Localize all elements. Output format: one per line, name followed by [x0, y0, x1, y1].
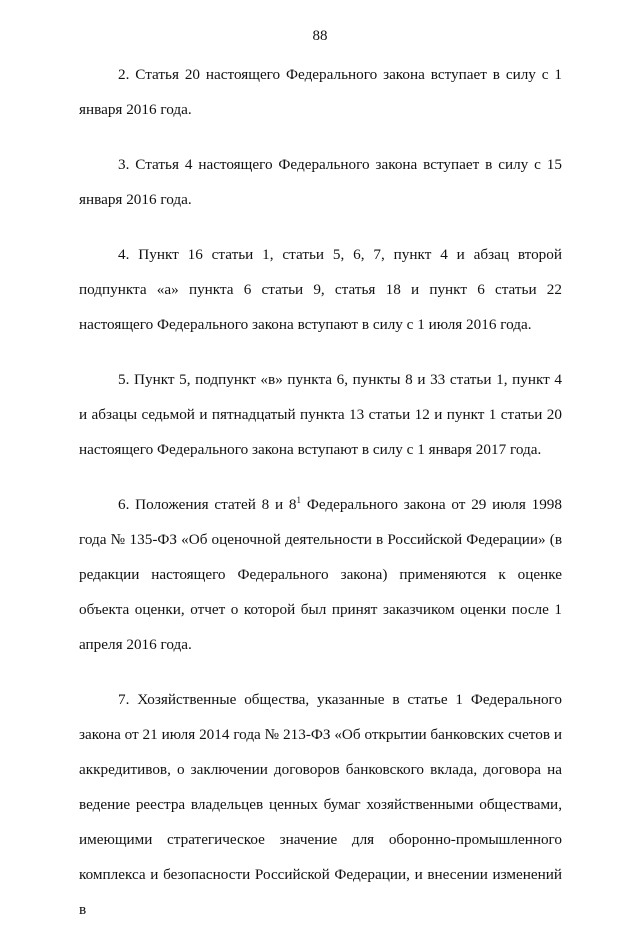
paragraph-6 — [79, 487, 562, 662]
paragraph-2: 2. Статья 20 настоящего Федерального закона вступает в силу с 1 января 2016 года. — [79, 66, 562, 118]
paragraph-4: 4. Пункт 16 статьи 1, статьи 5, 6, 7, пункт 4 и абзац второй подпункта «а» пункта 6 статьи 9, статья 18 и пункт 6 статьи 22 настоящего Федерального закона вступают в силу с 1 июля 2016 года. — [79, 246, 562, 333]
document-body — [79, 57, 562, 947]
paragraph-3: 3. Статья 4 настоящего Федерального закона вступает в силу с 15 января 2016 года. — [79, 156, 562, 208]
paragraph-7: 7. Хозяйственные общества, указанные в статье 1 Федерального закона от 21 июля 2014 года № 213-ФЗ «Об открытии банковских счетов и аккредитивов, о заключении договоров банковского вклада, договора на ведение реестра владельцев ценных бумаг хозяйственными обществами, имеющими стратегическое значение для оборонно-промышленного комплекса и безопасности Российской Федерации, и внесении изменений в — [79, 691, 562, 918]
paragraph-6-start: 6. Положения статей 8 и 8 — [118, 496, 297, 513]
paragraph-5: 5. Пункт 5, подпункт «в» пункта 6, пункты 8 и 33 статьи 1, пункт 4 и абзацы седьмой и пятнадцатый пункта 13 статьи 12 и пункт 1 статьи 20 настоящего Федерального закона вступают в силу с 1 января 2017 года. — [79, 371, 562, 458]
paragraph-6-rest: Федерального закона от 29 июля 1998 года № 135-ФЗ «Об оценочной деятельности в Российской Федерации» (в редакции настоящего Федерального закона) применяются к оценке объекта оценки, отчет о которой был принят заказчиком оценки после 1 апреля 2016 года. — [79, 496, 562, 653]
superscript-article-number: 1 — [296, 495, 302, 505]
page-number: 88 — [312, 28, 328, 44]
